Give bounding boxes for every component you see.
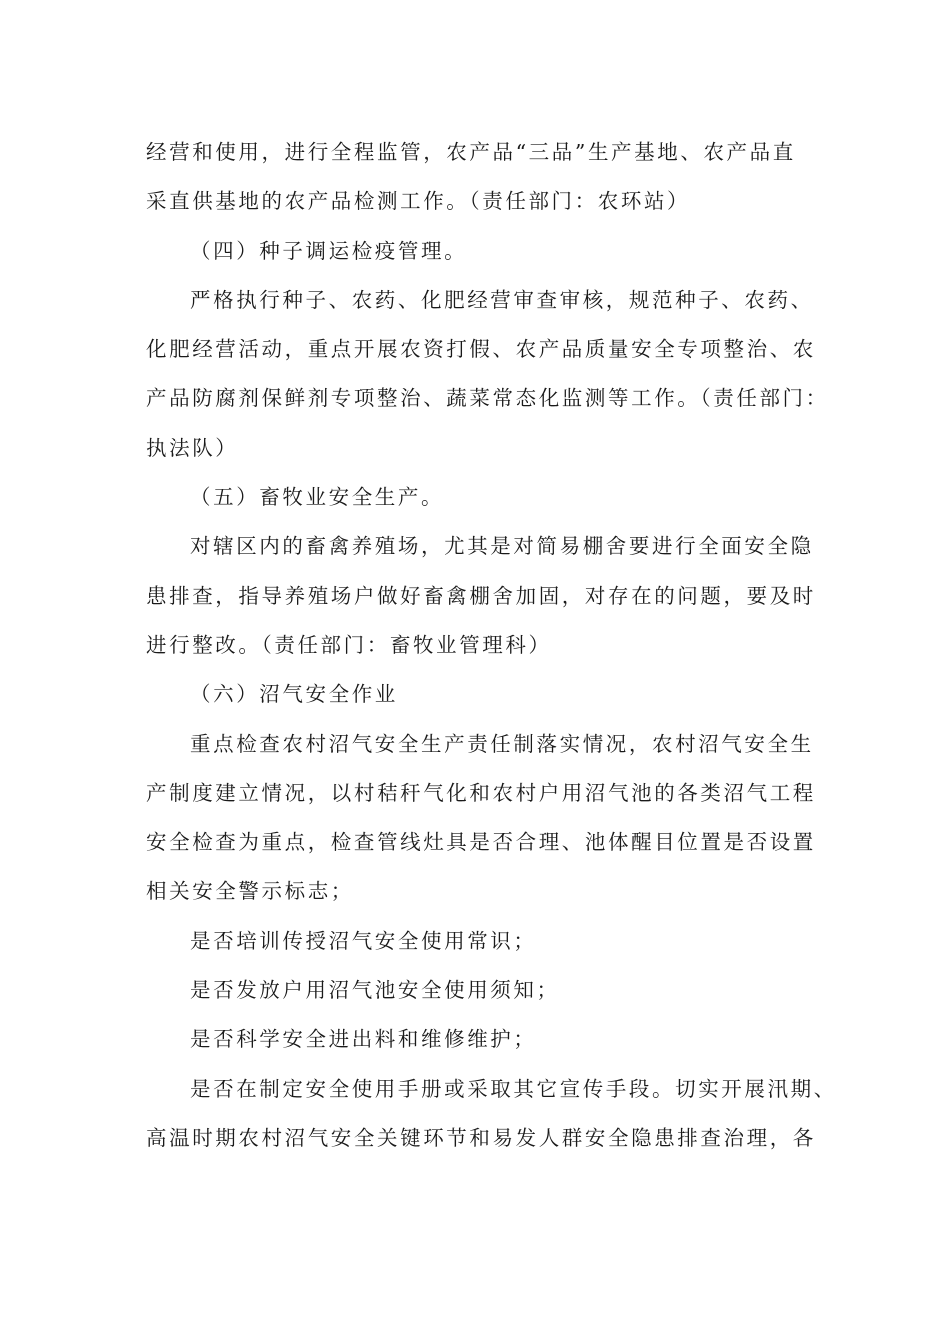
- text-line: 采直供基地的农产品检测工作。（责任部门：农环站）: [146, 189, 691, 214]
- text-line: 高温时期农村沼气安全关键环节和易发人群安全隐患排查治理，各: [146, 1125, 816, 1150]
- text-line: 是否发放户用沼气池安全使用须知；: [190, 978, 560, 1003]
- text-line: 患排查，指导养殖场户做好畜禽棚舍加固，对存在的问题，要及时: [146, 583, 816, 608]
- text-line: 产制度建立情况，以村秸秆气化和农村户用沼气池的各类沼气工程: [146, 780, 816, 805]
- text-line: 对辖区内的畜禽养殖场，尤其是对简易棚舍要进行全面安全隐: [190, 534, 814, 559]
- body-text: [146, 128, 837, 1163]
- section-heading-5: （五）畜牧业安全生产。: [190, 485, 445, 510]
- text-line: 产品防腐剂保鲜剂专项整治、蔬菜常态化监测等工作。（责任部门：: [146, 386, 829, 411]
- text-line: 是否科学安全进出料和维修维护；: [190, 1027, 537, 1052]
- text-line: 相关安全警示标志；: [146, 879, 354, 904]
- text-line: 重点检查农村沼气安全生产责任制落实情况，农村沼气安全生: [190, 731, 814, 756]
- section-heading-4: （四）种子调运检疫管理。: [190, 238, 468, 263]
- section-heading-6: （六）沼气安全作业: [190, 682, 398, 707]
- text-line: 执法队）: [146, 435, 239, 460]
- text-line: 是否在制定安全使用手册或采取其它宣传手段。切实开展汛期、: [190, 1076, 837, 1101]
- text-line: 严格执行种子、农药、化肥经营审查审核，规范种子、农药、: [190, 287, 814, 312]
- text-line: 安全检查为重点，检查管线灶具是否合理、池体醒目位置是否设置: [146, 830, 816, 855]
- text-line: 进行整改。（责任部门：畜牧业管理科）: [146, 632, 552, 657]
- text-line: 经营和使用，进行全程监管，农产品“三品”生产基地、农产品直: [146, 140, 796, 164]
- text-line: 是否培训传授沼气安全使用常识；: [190, 928, 537, 953]
- text-line: 化肥经营活动，重点开展农资打假、农产品质量安全专项整治、农: [146, 337, 816, 362]
